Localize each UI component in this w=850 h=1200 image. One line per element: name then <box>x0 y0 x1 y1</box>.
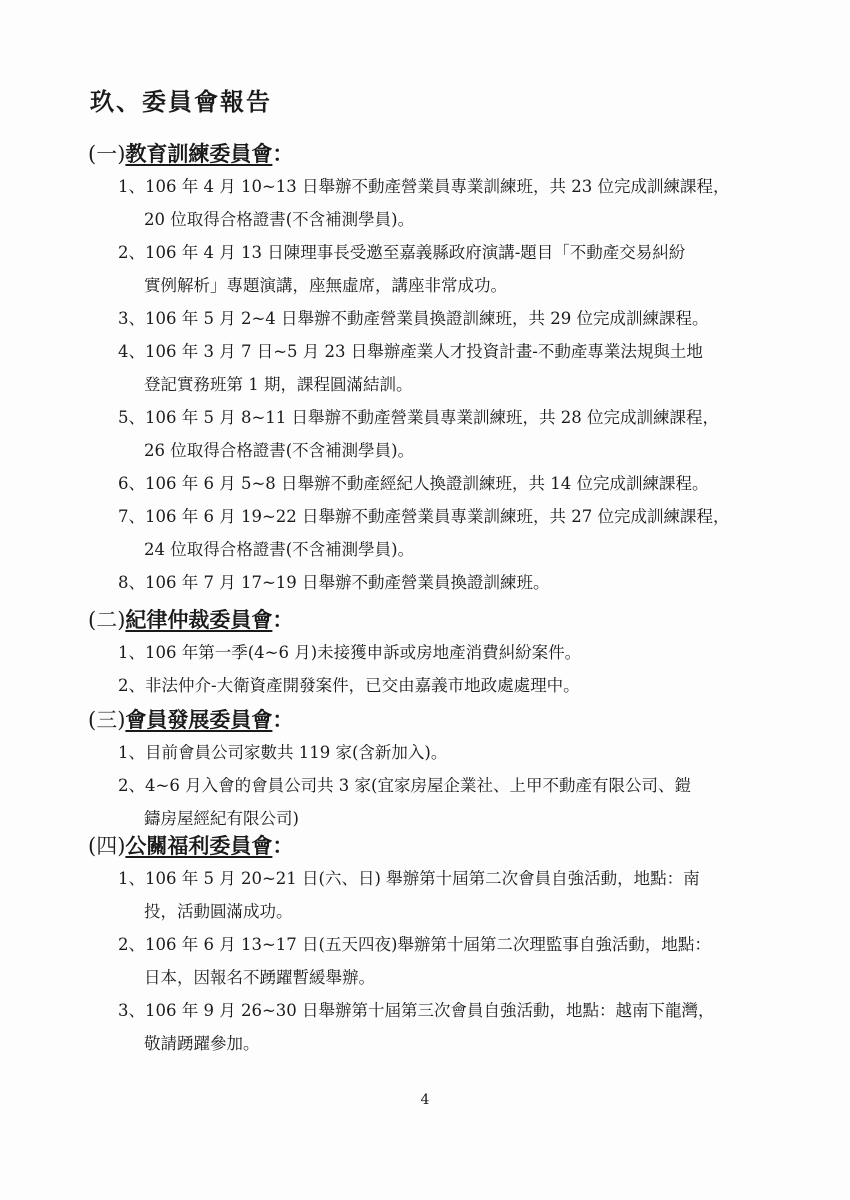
section-name: 教育訓練委員會 <box>125 141 273 166</box>
section-name: 公關福利委員會 <box>125 833 273 858</box>
item-text: 7、106 年 6 月 19~22 日舉辦不動產營業員專業訓練班，共 27 位完成訓練課程， <box>118 507 730 526</box>
item-text: 2、非法仲介-大衛資產開發案件，已交由嘉義市地政處處理中。 <box>118 676 580 695</box>
item-text: 1、106 年 5 月 20~21 日(六、日) 舉辦第十屆第二次會員自強活動，地點：南 <box>118 869 700 888</box>
section-colon: ： <box>272 707 294 732</box>
list-item <box>88 236 788 302</box>
item-text-continued: 敬請踴躍參加。 <box>144 1034 260 1053</box>
list-item <box>88 302 788 335</box>
item-text: 3、106 年 5 月 2~4 日舉辦不動產營業員換證訓練班，共 29 位完成訓練課程。 <box>118 309 709 328</box>
section-public-relations-committee <box>88 830 788 1060</box>
list-item <box>88 994 788 1060</box>
section-colon: ： <box>272 607 294 632</box>
list-item <box>88 401 788 467</box>
section-colon: ： <box>272 141 294 166</box>
item-text: 1、106 年 4 月 10~13 日舉辦不動產營業員專業訓練班，共 23 位完成訓練課程， <box>118 177 730 196</box>
item-text-continued: 實例解析」專題演講，座無虛席，講座非常成功。 <box>144 276 507 295</box>
section-discipline-committee <box>88 604 788 702</box>
item-text-continued: 投，活動圓滿成功。 <box>144 902 293 921</box>
list-item <box>88 862 788 928</box>
list-item <box>88 669 788 702</box>
item-text-continued: 24 位取得合格證書(不含補測學員)。 <box>144 540 415 559</box>
item-text: 2、106 年 4 月 13 日陳理事長受邀至嘉義縣政府演講-題目「不動產交易糾紛 <box>118 243 686 262</box>
item-text: 1、目前會員公司家數共 119 家(含新加入)。 <box>118 743 448 762</box>
list-item <box>88 467 788 500</box>
section-name: 會員發展委員會 <box>125 707 273 732</box>
page-title: 玖、委員會報告 <box>90 87 272 116</box>
section-name: 紀律仲裁委員會 <box>125 607 273 632</box>
section-heading <box>88 704 788 736</box>
section-education-committee <box>88 138 788 599</box>
list-item <box>88 928 788 994</box>
item-text-continued: 登記實務班第 1 期，課程圓滿結訓。 <box>144 375 413 394</box>
list-item <box>88 335 788 401</box>
item-text: 6、106 年 6 月 5~8 日舉辦不動產經紀人換證訓練班，共 14 位完成訓練課程。 <box>118 474 709 493</box>
page-number: 4 <box>420 1092 430 1108</box>
section-number: (四) <box>88 834 126 858</box>
section-heading <box>88 604 788 636</box>
list-item <box>88 736 788 769</box>
section-heading <box>88 138 788 170</box>
list-item <box>88 566 788 599</box>
item-text: 8、106 年 7 月 17~19 日舉辦不動產營業員換證訓練班。 <box>118 573 550 592</box>
section-heading <box>88 830 788 862</box>
item-text-continued: 日本，因報名不踴躍暫緩舉辦。 <box>144 968 375 987</box>
item-text: 5、106 年 5 月 8~11 日舉辦不動產營業員專業訓練班，共 28 位完成訓練課程， <box>118 408 720 427</box>
section-number: (三) <box>88 708 126 732</box>
list-item <box>88 170 788 236</box>
section-membership-committee <box>88 704 788 835</box>
item-text: 3、106 年 9 月 26~30 日舉辦第十屆第三次會員自強活動，地點：越南下龍灣， <box>118 1001 715 1020</box>
item-text-continued: 鑄房屋經紀有限公司) <box>144 809 299 828</box>
item-text: 1、106 年第一季(4~6 月)未接獲申訴或房地產消費糾紛案件。 <box>118 643 582 662</box>
list-item <box>88 636 788 669</box>
item-text: 2、106 年 6 月 13~17 日(五天四夜)舉辦第十屆第二次理監事自強活動，地點： <box>118 935 711 954</box>
item-text: 2、4~6 月入會的會員公司共 3 家(宜家房屋企業社、上甲不動產有限公司、鎧 <box>118 776 691 795</box>
section-number: (二) <box>88 608 126 632</box>
list-item <box>88 769 788 835</box>
section-colon: ： <box>272 833 294 858</box>
item-text: 4、106 年 3 月 7 日~5 月 23 日舉辦產業人才投資計畫-不動產專業法規與土地 <box>118 342 703 361</box>
item-text-continued: 26 位取得合格證書(不含補測學員)。 <box>144 441 415 460</box>
section-number: (一) <box>88 142 126 166</box>
list-item <box>88 500 788 566</box>
item-text-continued: 20 位取得合格證書(不含補測學員)。 <box>144 210 415 229</box>
